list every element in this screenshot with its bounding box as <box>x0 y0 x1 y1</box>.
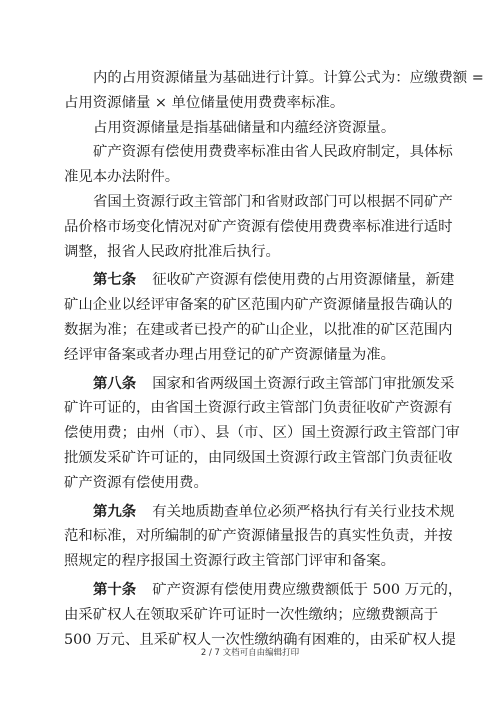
article-paragraph <box>64 578 463 652</box>
text-line <box>64 215 453 240</box>
line-text: 省国土资源行政主管部门和省财政部门可以根据不同矿产 <box>93 193 453 210</box>
line-text: 内的占用资源储量为基础进行计算。计算公式为：应缴费额 = <box>93 70 484 86</box>
paragraph <box>64 190 453 264</box>
text-line <box>64 372 455 397</box>
article-paragraph <box>64 500 455 574</box>
line-text: 国家和省两级国土资源行政主管部门审批颁发采 <box>152 375 455 392</box>
line-text: 品价格市场变化情况对矿产资源有偿使用费费率标准进行适时 <box>64 218 453 235</box>
text-line <box>64 343 436 368</box>
text-line <box>64 446 453 471</box>
document-body <box>64 66 484 652</box>
text-line <box>64 268 455 293</box>
line-text: 范和标准，对所编制的矿产资源储量报告的真实性负责，并按 <box>64 528 453 545</box>
line-text: 矿产资源有偿使用费应缴费额低于 500 万元的， <box>152 581 463 598</box>
text-line <box>64 549 436 574</box>
article-paragraph <box>64 372 460 496</box>
line-text: 照规定的程序报国土资源行政主管部门评审和备案。 <box>64 553 395 570</box>
article-paragraph <box>64 268 455 367</box>
text-line <box>64 578 463 603</box>
line-text: 由采矿权人在领取采矿许可证时一次性缴纳；应缴费额高于 <box>64 606 439 623</box>
text-line <box>64 603 439 628</box>
text-line <box>64 524 453 549</box>
text-line <box>64 421 460 446</box>
line-text: 矿山企业以经评审备案的矿区范围内矿产资源储量报告确认的 <box>64 297 453 314</box>
text-line <box>64 66 484 91</box>
text-line <box>64 396 453 421</box>
line-text: 占用资源储量 × 单位储量使用费费率标准。 <box>64 94 345 111</box>
text-line <box>64 471 436 496</box>
article-number: 第九条 <box>93 503 137 520</box>
text-line <box>64 293 453 318</box>
line-text: 数据为准；在建或者已投产的矿山企业，以批准的矿区范围内 <box>64 321 453 338</box>
text-line <box>64 140 453 165</box>
text-line <box>64 116 436 141</box>
line-text: 500 万元、且采矿权人一次性缴纳确有困难的，由采矿权人提 <box>64 631 456 648</box>
text-line <box>64 240 436 265</box>
text-line <box>64 91 436 116</box>
text-line <box>64 190 453 215</box>
page-footer: 2 / 7 文档可自由编辑打印 <box>200 648 300 658</box>
paragraph <box>64 66 484 116</box>
line-text: 占用资源储量是指基础储量和内蕴经济资源量。 <box>93 119 396 136</box>
article-number: 第七条 <box>93 272 137 289</box>
article-number: 第八条 <box>93 375 137 392</box>
line-text: 调整，报省人民政府批准后执行。 <box>64 243 280 260</box>
line-text: 经评审备案或者办理占用登记的矿产资源储量为准。 <box>64 346 395 363</box>
text-line <box>64 500 455 525</box>
line-text: 矿产资源有偿使用费费率标准由省人民政府制定，具体标 <box>93 144 453 161</box>
text-line <box>64 165 436 190</box>
paragraph <box>64 140 453 190</box>
line-text: 征收矿产资源有偿使用费的占用资源储量，新建 <box>152 272 455 289</box>
text-line <box>64 318 453 343</box>
line-text: 有关地质勘查单位必须严格执行有关行业技术规 <box>152 503 455 520</box>
line-text: 批颁发采矿许可证的，由同级国土资源行政主管部门负责征收 <box>64 449 453 466</box>
paragraph <box>64 116 436 141</box>
line-text: 矿产资源有偿使用费。 <box>64 474 208 491</box>
line-text: 矿许可证的，由省国土资源行政主管部门负责征收矿产资源有 <box>64 400 453 417</box>
article-number: 第十条 <box>93 581 137 598</box>
line-text: 准见本办法附件。 <box>64 169 180 186</box>
line-text: 偿使用费；由州（市）、县（市、区）国土资源行政主管部门审 <box>64 425 460 442</box>
